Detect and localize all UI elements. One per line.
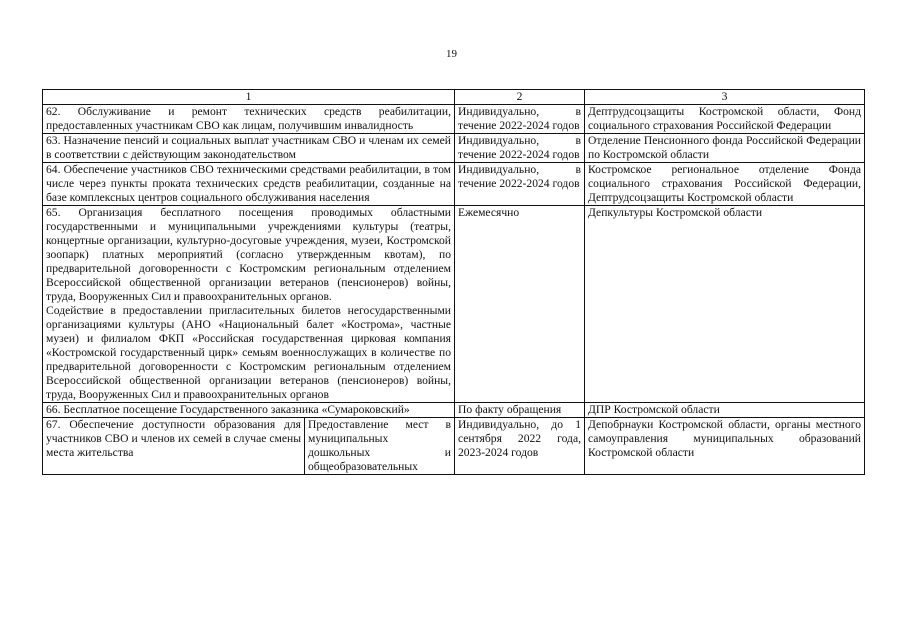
table-row [43, 418, 865, 475]
table-header-row [43, 90, 865, 105]
action-cell [43, 163, 455, 206]
executors-text: Отделение Пенсионного фонда Российской Федерации по Костромской области [588, 134, 861, 161]
column-header: 1 [43, 90, 455, 105]
action-cell [43, 403, 455, 418]
executors-cell [585, 134, 865, 163]
action-extra-text: Содействие в предоставлении пригласительных билетов негосударственными организациями культуры (АНО «Национальный балет «Кострома», частные музеи) и филиалом ФКП «Российская государственная цирковая компания «Костромской государственный цирк» семьям военнослужащих в количестве по предварительной договоренности с Костромским региональным отделением Всероссийской общественной организации ветеранов (пенсионеров) войны, труда, Вооруженных Сил и правоохранительных органов [46, 304, 451, 401]
table-row [43, 403, 865, 418]
term-cell [455, 163, 585, 206]
term-cell [455, 418, 585, 475]
action-text: 62. Обслуживание и ремонт технических средств реабилитации, предоставленных участникам СВО как лицам, получившим инвалидность [46, 105, 451, 132]
executors-text: Депкультуры Костромской области [588, 206, 763, 219]
action-text: 63. Назначение пенсий и социальных выплат участникам СВО и членам их семей в соответствии с действующим законодательством [46, 134, 451, 161]
executors-cell [585, 105, 865, 134]
page-number: 19 [446, 48, 457, 60]
term-text: Ежемесячно [458, 206, 520, 219]
term-text: Индивидуально, в течение 2022-2024 годов [458, 105, 581, 132]
term-cell [455, 134, 585, 163]
executors-text: Депобрнауки Костромской области, органы местного самоуправления муниципальных образований Костромской области [588, 418, 861, 459]
action-text: 66. Бесплатное посещение Государственного заказника «Сумароковский» [46, 403, 410, 416]
executors-text: Костромское региональное отделение Фонда социального страхования Российской Федерации, Дептрудсоцзащиты Костромской области [588, 163, 861, 204]
executors-text: ДПР Костромской области [588, 403, 720, 416]
action-detail-text: Предоставление мест в муниципальных дошкольных и общеобразовательных [308, 418, 451, 473]
executors-text: Дептрудсоцзащиты Костромской области, Фонд социального страхования Российской Федерации [588, 105, 861, 132]
action-text: 64. Обеспечение участников СВО техническими средствами реабилитации, в том числе через пункты проката технических средств реабилитации, созданные на базе комплексных центров социального обслуживания населения [46, 163, 451, 204]
action-text: 67. Обеспечение доступности образования для участников СВО и членов их семей в случае смены места жительства [43, 418, 305, 474]
action-cell [43, 105, 455, 134]
term-text: Индивидуально, до 1 сентября 2022 года, 2023-2024 годов [458, 418, 581, 459]
term-cell [455, 206, 585, 403]
executors-cell [585, 418, 865, 475]
term-cell [455, 105, 585, 134]
table-row [43, 206, 865, 403]
executors-cell [585, 206, 865, 403]
term-cell [455, 403, 585, 418]
table-row [43, 105, 865, 134]
table-row [43, 163, 865, 206]
action-cell [43, 134, 455, 163]
term-text: По факту обращения [458, 403, 562, 416]
table-row [43, 134, 865, 163]
term-text: Индивидуально, в течение 2022-2024 годов [458, 134, 581, 161]
action-cell [43, 206, 455, 403]
executors-cell [585, 403, 865, 418]
action-text: 65. Организация бесплатного посещения проводимых областными государственными и муниципальными учреждениями культуры (театры, концертные организации, культурно-досуговые учреждения, музеи, Костромской зоопарк) платных мероприятий (согласно утвержденным квотам), по предварительной договоренности с Костромским региональным отделением Всероссийской общественной организации ветеранов (пенсионеров) войны, труда, Вооруженных Сил и правоохранительных органов. [46, 206, 451, 303]
measures-table [42, 89, 865, 475]
executors-cell [585, 163, 865, 206]
action-cell [43, 418, 455, 475]
column-header: 3 [585, 90, 865, 105]
term-text: Индивидуально, в течение 2022-2024 годов [458, 163, 581, 190]
column-header: 2 [455, 90, 585, 105]
